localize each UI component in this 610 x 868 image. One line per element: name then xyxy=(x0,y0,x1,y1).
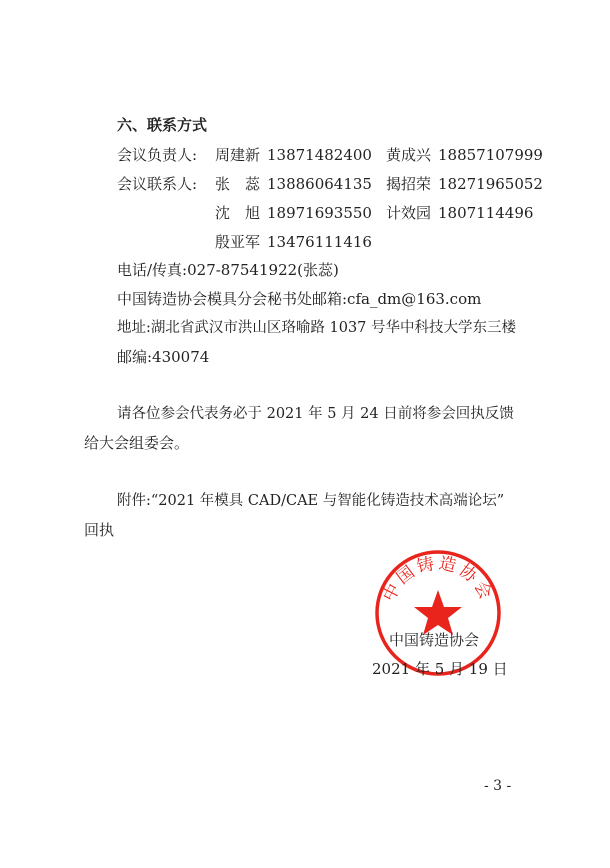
phone-fax: 电话/传真:027-87541922(张蕊) xyxy=(117,261,339,279)
contact-phone: 1807114496 xyxy=(438,204,534,222)
address: 地址:湖北省武汉市洪山区珞喻路 1037 号华中科技大学东三楼 xyxy=(117,320,517,336)
contact-phone: 18271965052 xyxy=(438,175,543,193)
postcode: 邮编:430074 xyxy=(117,348,210,366)
notice-line-1: 请各位参会代表务必于 2021 年 5 月 24 日前将参会回执反馈 xyxy=(117,406,514,422)
signature-date: 2021 年 5 月 19 日 xyxy=(372,660,508,678)
contact-name: 揭招荣 xyxy=(386,175,432,193)
contact-name: 计效园 xyxy=(386,204,432,222)
seal-star-icon xyxy=(414,590,462,635)
notice-line-2: 给大会组委会。 xyxy=(84,434,190,452)
contact-name: 张 蕊 xyxy=(215,175,261,193)
liaison-label: 会议联系人: xyxy=(117,175,198,193)
contact-phone: 13871482400 xyxy=(267,146,372,164)
contact-name: 黄成兴 xyxy=(386,146,432,164)
contact-name: 周建新 xyxy=(215,146,261,164)
contact-phone: 18857107999 xyxy=(438,146,543,164)
signature-org: 中国铸造协会 xyxy=(389,631,480,649)
contact-phone: 18971693550 xyxy=(267,204,372,222)
contact-phone: 13886064135 xyxy=(267,175,372,193)
attachment-line-1: 附件:“2021 年模具 CAD/CAE 与智能化铸造技术高端论坛” xyxy=(117,493,505,509)
email-line: 中国铸造协会模具分会秘书处邮箱:cfa_dm@163.com xyxy=(117,290,482,308)
section-heading: 六、联系方式 xyxy=(117,116,208,134)
seal-text: 中国铸造协会 xyxy=(379,553,497,606)
contact-phone: 13476111416 xyxy=(267,233,372,251)
contact-name: 殷亚军 xyxy=(215,233,261,251)
responsible-label: 会议负责人: xyxy=(117,146,198,164)
page-number: - 3 - xyxy=(484,778,512,794)
contact-name: 沈 旭 xyxy=(215,204,261,222)
attachment-line-2: 回执 xyxy=(84,521,115,539)
